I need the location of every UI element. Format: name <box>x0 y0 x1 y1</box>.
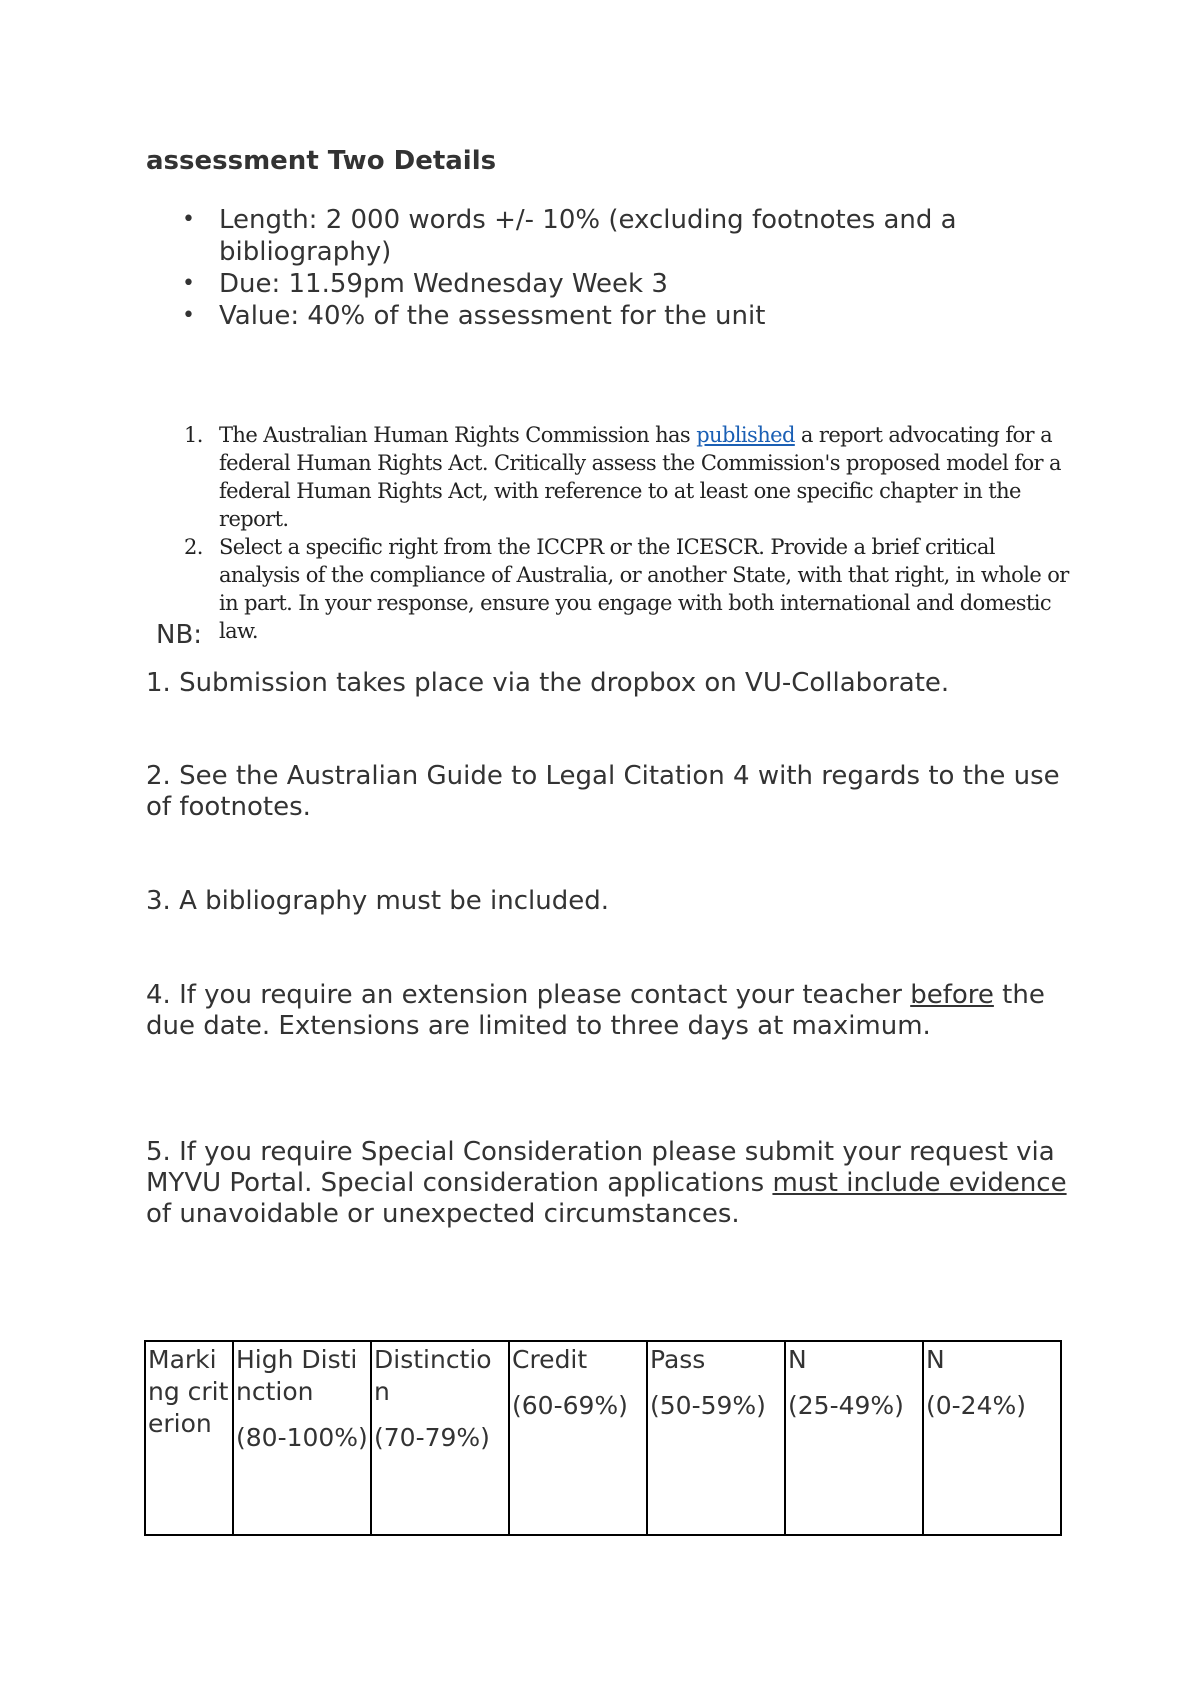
note-submission: 1. Submission takes place via the dropbox on VU-Collaborate. <box>146 668 950 698</box>
bullet-icon: • <box>182 271 195 296</box>
document-page <box>146 0 1069 1696</box>
question-1-text-start: The Australian Human Rights Commission has <box>219 423 697 447</box>
grade-range: (50-59%) <box>650 1391 766 1420</box>
note-special-underlined: must include evidence <box>772 1168 1067 1198</box>
grade-header-cell <box>371 1341 509 1535</box>
detail-due <box>146 268 1019 300</box>
grade-range: (60-69%) <box>512 1391 628 1420</box>
grade-name: Distinction <box>374 1345 492 1406</box>
document-heading: assessment Two Details <box>146 146 497 176</box>
grade-name: Credit <box>512 1345 588 1374</box>
table-row <box>145 1341 1061 1535</box>
detail-value <box>146 300 1019 332</box>
grade-name: Pass <box>650 1345 706 1374</box>
question-number: 2. <box>184 535 203 559</box>
question-1 <box>146 421 1069 533</box>
grade-range: (0-24%) <box>926 1391 1026 1420</box>
question-number: 1. <box>184 423 203 447</box>
grade-range: (80-100%) <box>236 1423 368 1452</box>
detail-due-text: Due: 11.59pm Wednesday Week 3 <box>219 269 668 299</box>
grade-name: N <box>788 1345 807 1374</box>
grade-header-cell <box>233 1341 371 1535</box>
grade-header-cell <box>785 1341 923 1535</box>
bullet-icon: • <box>182 207 195 232</box>
note-extension-underlined: before <box>910 980 994 1010</box>
note-citation: 2. See the Australian Guide to Legal Citation 4 with regards to the use of footnotes. <box>146 761 1060 822</box>
marking-rubric-table <box>144 1340 1062 1536</box>
question-2 <box>146 533 1069 645</box>
question-1-text-end: a report advocating for a federal Human Rights Act. Critically assess the Commission's proposed model for a federal Human Rights Act, with reference to at least one specific chapter in the report. <box>219 423 1061 531</box>
nb-label: NB: <box>156 620 203 650</box>
grade-name: N <box>926 1345 945 1374</box>
grade-header-cell <box>923 1341 1061 1535</box>
note-special-end: of unavoidable or unexpected circumstances. <box>146 1199 740 1229</box>
note-special-start: 5. If you require Special Consideration please submit your request via MYVU Portal. Special consideration applications <box>146 1137 1055 1198</box>
criterion-header: Marking criterion <box>148 1345 229 1438</box>
note-bibliography: 3. A bibliography must be included. <box>146 886 610 916</box>
question-2-text: Select a specific right from the ICCPR or the ICESCR. Provide a brief critical analysis of the compliance of Australia, or another State, with that right, in whole or in part. In your response, ensure you engage with both international and domestic law. <box>219 535 1069 643</box>
criterion-header-cell <box>145 1341 233 1535</box>
bullet-icon: • <box>182 303 195 328</box>
grade-name: High Distinction <box>236 1345 358 1406</box>
published-report-link[interactable]: published <box>696 423 795 447</box>
question-list <box>146 421 1086 645</box>
note-extension-end: the due date. Extensions are limited to three days at maximum. <box>146 980 1045 1041</box>
detail-length-text: Length: 2 000 words +/- 10% (excluding footnotes and a bibliography) <box>219 205 957 267</box>
grade-header-cell <box>647 1341 785 1535</box>
note-extension <box>146 980 1076 1042</box>
details-list <box>146 204 1046 332</box>
grade-range: (25-49%) <box>788 1391 904 1420</box>
note-extension-start: 4. If you require an extension please contact your teacher <box>146 980 911 1010</box>
note-special-consideration <box>146 1137 1076 1230</box>
grade-range: (70-79%) <box>374 1423 490 1452</box>
grade-header-cell <box>509 1341 647 1535</box>
detail-length <box>146 204 1019 268</box>
detail-value-text: Value: 40% of the assessment for the unit <box>219 301 766 331</box>
